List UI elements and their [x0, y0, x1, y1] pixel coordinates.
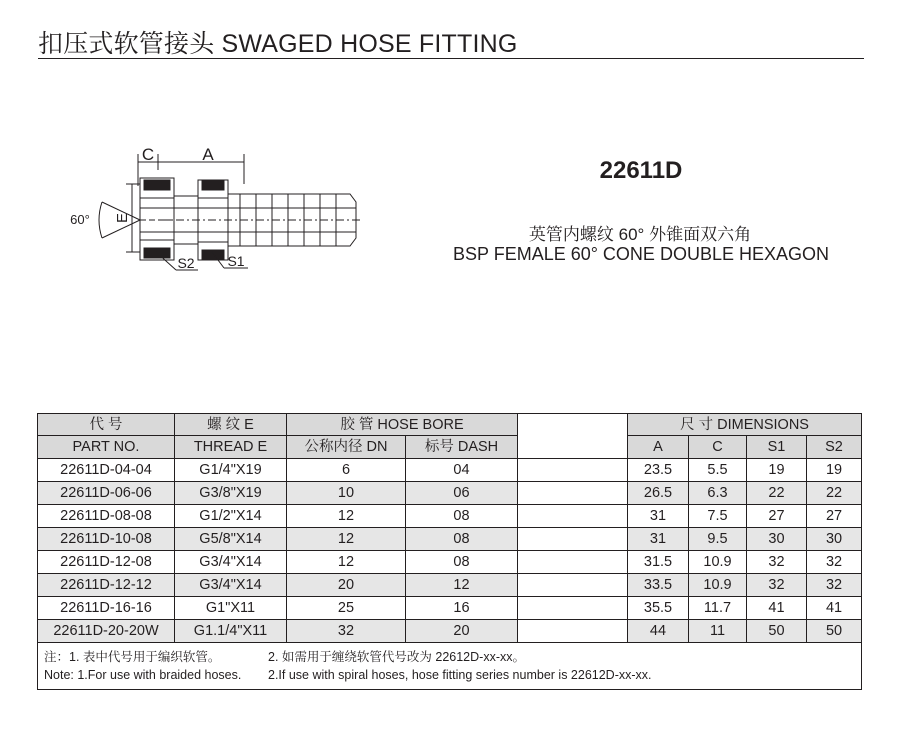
title-divider — [38, 58, 864, 59]
cell-blank — [518, 482, 628, 505]
cell-blank — [518, 459, 628, 482]
cell-blank — [518, 528, 628, 551]
table-row — [38, 505, 862, 528]
cell-dash: 04 — [406, 459, 518, 482]
product-description-en: BSP FEMALE 60° CONE DOUBLE HEXAGON — [453, 244, 829, 264]
label-e: E — [114, 212, 131, 224]
page-title: 扣压式软管接头 SWAGED HOSE FITTING — [38, 30, 518, 58]
cell-c: 7.5 — [689, 505, 747, 528]
header-dimensions: 尺 寸 DIMENSIONS — [628, 414, 862, 436]
cell-c: 11.7 — [689, 597, 747, 620]
header-s2: S2 — [807, 436, 862, 459]
cell-s1: 19 — [747, 459, 807, 482]
cell-s1: 22 — [747, 482, 807, 505]
cell-s2: 41 — [807, 597, 862, 620]
cell-s1: 41 — [747, 597, 807, 620]
cell-s2: 32 — [807, 551, 862, 574]
cell-c: 10.9 — [689, 574, 747, 597]
cell-thread: G1/2"X14 — [175, 505, 287, 528]
label-s2: S2 — [177, 255, 195, 271]
table-row — [38, 597, 862, 620]
table-notes-row — [38, 643, 862, 690]
table-header-row-2 — [38, 436, 862, 459]
notes-line-en — [44, 666, 855, 684]
cell-part: 22611D-16-16 — [38, 597, 175, 620]
cell-blank — [518, 620, 628, 643]
cell-s2: 30 — [807, 528, 862, 551]
cell-s2: 19 — [807, 459, 862, 482]
cell-s1: 32 — [747, 551, 807, 574]
angle-arc — [99, 202, 102, 238]
cell-part: 22611D-10-08 — [38, 528, 175, 551]
header-c: C — [689, 436, 747, 459]
header-thread-cn: 螺 纹 E — [175, 414, 287, 436]
cell-thread: G1/4"X19 — [175, 459, 287, 482]
cell-blank — [518, 551, 628, 574]
notes-line-cn — [44, 648, 855, 666]
header-blank — [518, 414, 628, 459]
table-row — [38, 574, 862, 597]
cell-part: 22611D-04-04 — [38, 459, 175, 482]
cell-blank — [518, 505, 628, 528]
header-s1: S1 — [747, 436, 807, 459]
cell-part: 22611D-12-12 — [38, 574, 175, 597]
label-s1: S1 — [227, 253, 245, 269]
cell-s1: 50 — [747, 620, 807, 643]
table-row — [38, 620, 862, 643]
label-a: A — [202, 145, 214, 164]
header-a: A — [628, 436, 689, 459]
product-description-cn: 英管内螺纹 60° 外锥面双六角 — [528, 225, 752, 244]
cell-c: 6.3 — [689, 482, 747, 505]
cell-dash: 16 — [406, 597, 518, 620]
cell-blank — [518, 574, 628, 597]
note-cn-1: 注：1. 表中代号用于编织软管。 — [44, 650, 221, 664]
cell-dash: 08 — [406, 505, 518, 528]
header-hose-bore: 胶 管 HOSE BORE — [287, 414, 518, 436]
note-cn-2: 2. 如需用于缠绕软管代号改为 22612D-xx-xx。 — [268, 650, 525, 664]
cell-part: 22611D-12-08 — [38, 551, 175, 574]
cell-dn: 25 — [287, 597, 406, 620]
cell-dn: 10 — [287, 482, 406, 505]
notes-cell — [38, 643, 862, 690]
product-code: 22611D — [599, 157, 683, 184]
cell-a: 35.5 — [628, 597, 689, 620]
cell-thread: G1.1/4"X11 — [175, 620, 287, 643]
cell-thread: G5/8"X14 — [175, 528, 287, 551]
cell-s2: 32 — [807, 574, 862, 597]
cell-blank — [518, 597, 628, 620]
cell-part: 22611D-08-08 — [38, 505, 175, 528]
cell-thread: G3/8"X19 — [175, 482, 287, 505]
cell-thread: G1"X11 — [175, 597, 287, 620]
header-thread-en: THREAD E — [175, 436, 287, 459]
header-dn: 公称内径 DN — [287, 436, 406, 459]
cell-a: 31.5 — [628, 551, 689, 574]
cell-a: 23.5 — [628, 459, 689, 482]
cell-dn: 32 — [287, 620, 406, 643]
table-row — [38, 528, 862, 551]
cell-c: 5.5 — [689, 459, 747, 482]
dimensions-table — [37, 413, 862, 690]
cell-a: 31 — [628, 528, 689, 551]
cell-dash: 06 — [406, 482, 518, 505]
cell-dn: 12 — [287, 505, 406, 528]
table-row — [38, 551, 862, 574]
cell-thread: G3/4"X14 — [175, 551, 287, 574]
cell-part: 22611D-06-06 — [38, 482, 175, 505]
note-en-1: Note: 1.For use with braided hoses. — [44, 668, 242, 682]
cell-c: 11 — [689, 620, 747, 643]
cell-dn: 12 — [287, 551, 406, 574]
cell-a: 44 — [628, 620, 689, 643]
fitting-drawing — [60, 140, 370, 285]
cell-s1: 32 — [747, 574, 807, 597]
header-part-no-en: PART NO. — [38, 436, 175, 459]
cell-dash: 08 — [406, 551, 518, 574]
table-row — [38, 459, 862, 482]
cell-dn: 20 — [287, 574, 406, 597]
cell-s2: 50 — [807, 620, 862, 643]
cell-c: 9.5 — [689, 528, 747, 551]
cell-s1: 27 — [747, 505, 807, 528]
cell-s2: 22 — [807, 482, 862, 505]
cell-dash: 08 — [406, 528, 518, 551]
note-en-2: 2.If use with spiral hoses, hose fitting series number is 22612D-xx-xx. — [268, 668, 652, 682]
label-c: C — [141, 145, 155, 164]
cell-a: 31 — [628, 505, 689, 528]
cell-c: 10.9 — [689, 551, 747, 574]
cell-s2: 27 — [807, 505, 862, 528]
table-header-row-1 — [38, 414, 862, 436]
cell-s1: 30 — [747, 528, 807, 551]
header-part-no-cn: 代 号 — [38, 414, 175, 436]
cell-thread: G3/4"X14 — [175, 574, 287, 597]
header-dash: 标号 DASH — [406, 436, 518, 459]
cell-a: 33.5 — [628, 574, 689, 597]
cell-dn: 12 — [287, 528, 406, 551]
table-row — [38, 482, 862, 505]
cell-dash: 12 — [406, 574, 518, 597]
cell-dn: 6 — [287, 459, 406, 482]
cell-a: 26.5 — [628, 482, 689, 505]
label-angle: 60° — [70, 212, 90, 227]
cell-part: 22611D-20-20W — [38, 620, 175, 643]
cell-dash: 20 — [406, 620, 518, 643]
